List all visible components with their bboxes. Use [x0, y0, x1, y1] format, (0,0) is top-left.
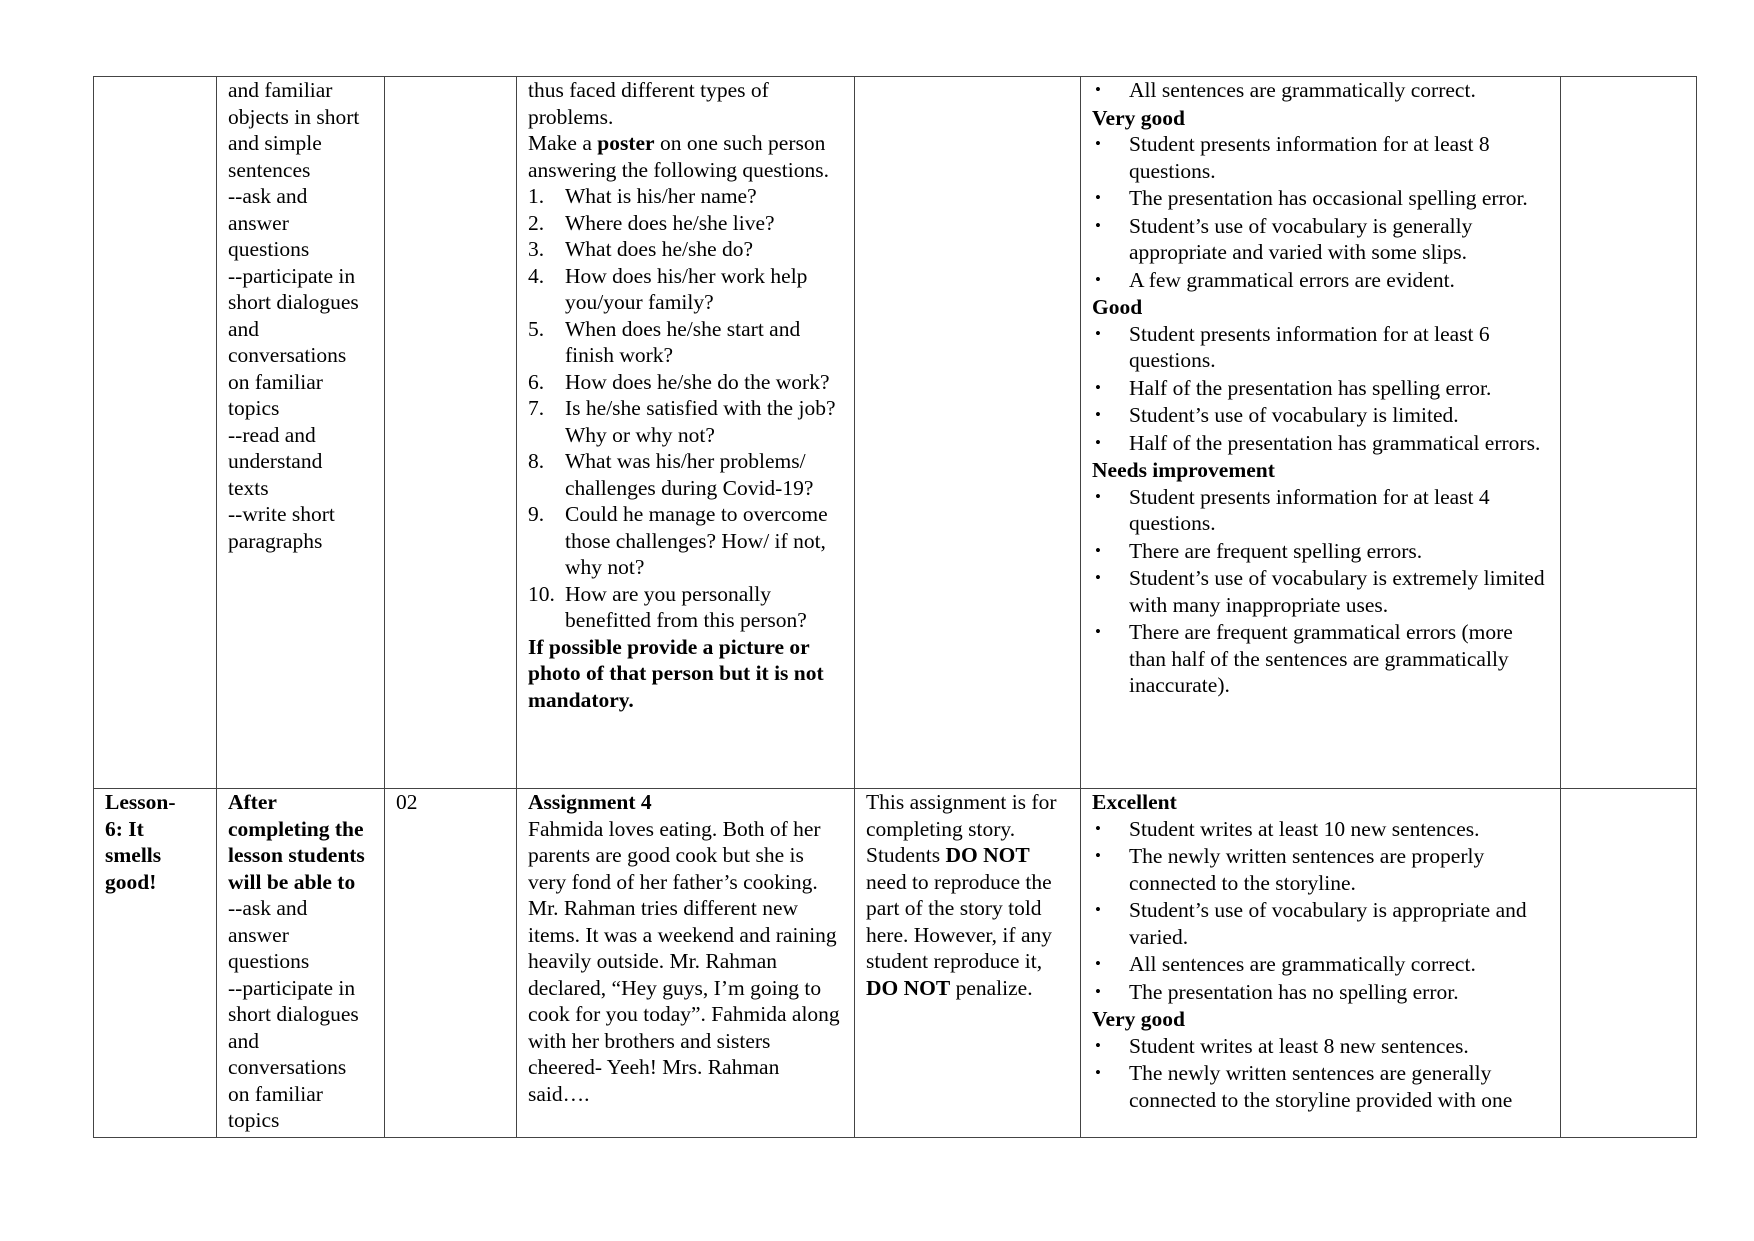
- period-value: 02: [396, 790, 418, 814]
- list-item: • There are frequent spelling errors.: [1095, 538, 1423, 563]
- text-line: questions: [228, 237, 310, 261]
- text-line: --ask and: [228, 896, 308, 920]
- bullet-icon: •: [1095, 1035, 1101, 1055]
- bullet-icon: •: [1095, 405, 1101, 424]
- list-item: 9. Could he manage to overcome those challenges? How/ if not, why not?: [528, 502, 828, 579]
- assignment-title: Assignment 4: [528, 790, 652, 814]
- list-item: • There are frequent grammatical errors (more than half of the sentences are grammatically inaccurate).: [1095, 620, 1513, 697]
- list-item: 8. What was his/her problems/ challenges during Covid-19?: [528, 449, 814, 500]
- list-item: • Student writes at least 8 new sentences.: [1095, 1033, 1469, 1058]
- list-item: • Student’s use of vocabulary is generally appropriate and varied with some slips.: [1095, 213, 1473, 264]
- bullet-icon: •: [1095, 486, 1101, 506]
- rubric-list: [1092, 321, 1550, 457]
- rubric-cell: [1081, 789, 1561, 1138]
- list-item: 10. How are you personally benefitted from this person?: [528, 581, 807, 632]
- list-item: 5. When does he/she start and finish work?: [528, 316, 801, 367]
- list-item: • Student’s use of vocabulary is limited.: [1095, 403, 1459, 427]
- text-line: and simple: [228, 131, 322, 155]
- text-line: sentences: [228, 157, 311, 182]
- text-line: texts: [228, 475, 269, 500]
- rubric-heading-needs-improvement: Needs improvement: [1092, 458, 1275, 482]
- text-line: on familiar: [228, 369, 323, 394]
- rubric-heading-good: Good: [1092, 295, 1143, 319]
- bullet-icon: •: [1095, 377, 1101, 397]
- text-line: will be able to: [228, 869, 356, 894]
- text-line: understand: [228, 449, 323, 473]
- lesson-plan-table: [93, 76, 1697, 1138]
- text-line: objects in short: [228, 104, 360, 129]
- text-line: and: [228, 1028, 260, 1053]
- text-line: short dialogues: [228, 1002, 359, 1026]
- table-row: [94, 789, 1697, 1138]
- list-item: • All sentences are grammatically correct.: [1095, 952, 1476, 976]
- bullet-icon: •: [1095, 80, 1101, 99]
- list-item: 7. Is he/she satisfied with the job? Why or why not?: [528, 396, 836, 447]
- bullet-icon: •: [1095, 323, 1101, 343]
- bullet-icon: •: [1095, 954, 1101, 973]
- text-line: After: [228, 790, 277, 814]
- bullet-icon: •: [1095, 900, 1101, 919]
- text-line: --participate in: [228, 975, 356, 1000]
- list-item: • Student writes at least 10 new sentences.: [1095, 816, 1480, 841]
- rubric-list: [1092, 77, 1550, 104]
- list-item: • The newly written sentences are generally connected to the storyline provided with one: [1095, 1061, 1513, 1112]
- rubric-list: [1092, 816, 1550, 1006]
- text-line: conversations: [228, 343, 347, 367]
- text-line: topics: [228, 396, 280, 420]
- question-list: [528, 183, 844, 634]
- text-line: completing the: [228, 816, 364, 841]
- bullet-icon: •: [1095, 981, 1101, 1001]
- text-line: answer: [228, 210, 289, 235]
- list-item: 2. Where does he/she live?: [528, 210, 775, 235]
- note-cell: [855, 77, 1081, 789]
- text-line: topics: [228, 1108, 280, 1132]
- bullet-icon: •: [1095, 540, 1101, 560]
- text-line: on familiar: [228, 1081, 323, 1106]
- task-closing-note: If possible provide a picture or photo of that person but it is not mandatory.: [528, 634, 824, 712]
- bullet-icon: •: [1095, 269, 1101, 289]
- rubric-list: [1092, 1033, 1550, 1114]
- list-item: • Student presents information for at least 8 questions.: [1095, 132, 1490, 183]
- text-line: and familiar: [228, 78, 333, 102]
- list-item: • The newly written sentences are properly connected to the storyline.: [1095, 844, 1485, 895]
- text-line: --read and: [228, 422, 316, 447]
- list-item: 3. What does he/she do?: [528, 237, 754, 261]
- task-cell: [517, 789, 855, 1138]
- period-cell: [385, 77, 517, 789]
- outcomes-cell: [217, 789, 385, 1138]
- rubric-heading-very-good: Very good: [1092, 105, 1185, 130]
- text-line: --ask and: [228, 184, 308, 208]
- assignment-text: Fahmida loves eating. Both of her parents are good cook but she is very fond of her father’s cooking. Mr. Rahman tries different new items. It was a weekend and raining heavily outside. Mr. Rahman declared, “Hey guys, I’m going to cook for you today”. Fahmida along with her brothers and sisters cheered- Yeeh! Mrs. Rahman said….: [528, 816, 840, 1106]
- task-cell: [517, 77, 855, 789]
- period-cell: [385, 789, 517, 1138]
- text-line: lesson students: [228, 843, 365, 867]
- list-item: 1. What is his/her name?: [528, 184, 757, 208]
- text-line: 6: It: [105, 816, 144, 841]
- list-item: • The presentation has no spelling error.: [1095, 979, 1459, 1004]
- list-item: • Student presents information for at least 4 questions.: [1095, 484, 1490, 535]
- list-item: • Student presents information for at least 6 questions.: [1095, 321, 1490, 372]
- bullet-icon: •: [1095, 134, 1101, 153]
- list-item: 6. How does he/she do the work?: [528, 369, 830, 394]
- text-line: Lesson-: [105, 790, 176, 814]
- bullet-icon: •: [1095, 818, 1101, 838]
- bullet-icon: •: [1095, 1063, 1101, 1082]
- text-line: questions: [228, 949, 310, 973]
- text-line: --participate in: [228, 263, 356, 288]
- bullet-icon: •: [1095, 846, 1101, 865]
- list-item: 4. How does his/her work help you/your family?: [528, 263, 808, 314]
- list-item: • Half of the presentation has grammatical errors.: [1095, 430, 1541, 455]
- bullet-icon: •: [1095, 568, 1101, 587]
- outcomes-cell: [217, 77, 385, 789]
- outcomes-intro: [228, 789, 374, 895]
- lesson-cell: [94, 77, 217, 789]
- list-item: • The presentation has occasional spelling error.: [1095, 186, 1528, 210]
- rubric-heading-excellent: Excellent: [1092, 790, 1177, 814]
- task-intro: thus faced different types of problems.: [528, 78, 769, 129]
- rubric-list: [1092, 131, 1550, 293]
- remarks-cell: [1561, 77, 1697, 789]
- text-line: --write short: [228, 502, 335, 526]
- remarks-cell: [1561, 789, 1697, 1138]
- assessment-note: This assignment is for completing story. Students DO NOT need to reproduce the part of the story told here. However, if any student reproduce it, DO NOT penalize.: [866, 790, 1057, 1000]
- task-instruction: Make a poster on one such person answering the following questions.: [528, 131, 829, 182]
- poster-keyword: poster: [597, 131, 655, 155]
- table-row: [94, 77, 1697, 789]
- lesson-cell: [94, 789, 217, 1138]
- bullet-icon: •: [1095, 188, 1101, 207]
- bullet-icon: •: [1095, 432, 1101, 452]
- bullet-icon: •: [1095, 622, 1101, 641]
- list-item: • Half of the presentation has spelling error.: [1095, 375, 1492, 400]
- rubric-cell: [1081, 77, 1561, 789]
- list-item: • Student’s use of vocabulary is appropriate and varied.: [1095, 898, 1527, 949]
- text-line: short dialogues: [228, 290, 359, 314]
- outcomes-text: [228, 895, 374, 1134]
- lesson-title: [105, 789, 206, 895]
- text-line: good!: [105, 869, 157, 894]
- list-item: • A few grammatical errors are evident.: [1095, 267, 1455, 292]
- outcomes-text: [228, 77, 374, 554]
- list-item: • Student’s use of vocabulary is extremely limited with many inappropriate uses.: [1095, 566, 1545, 617]
- text-line: paragraphs: [228, 528, 323, 553]
- list-item: • All sentences are grammatically correct.: [1095, 78, 1476, 102]
- text-line: smells: [105, 843, 162, 867]
- note-cell: [855, 789, 1081, 1138]
- rubric-heading-very-good: Very good: [1092, 1007, 1185, 1031]
- rubric-list: [1092, 484, 1550, 699]
- text-line: and: [228, 316, 260, 341]
- text-line: answer: [228, 922, 289, 947]
- bullet-icon: •: [1095, 215, 1101, 235]
- text-line: conversations: [228, 1055, 347, 1079]
